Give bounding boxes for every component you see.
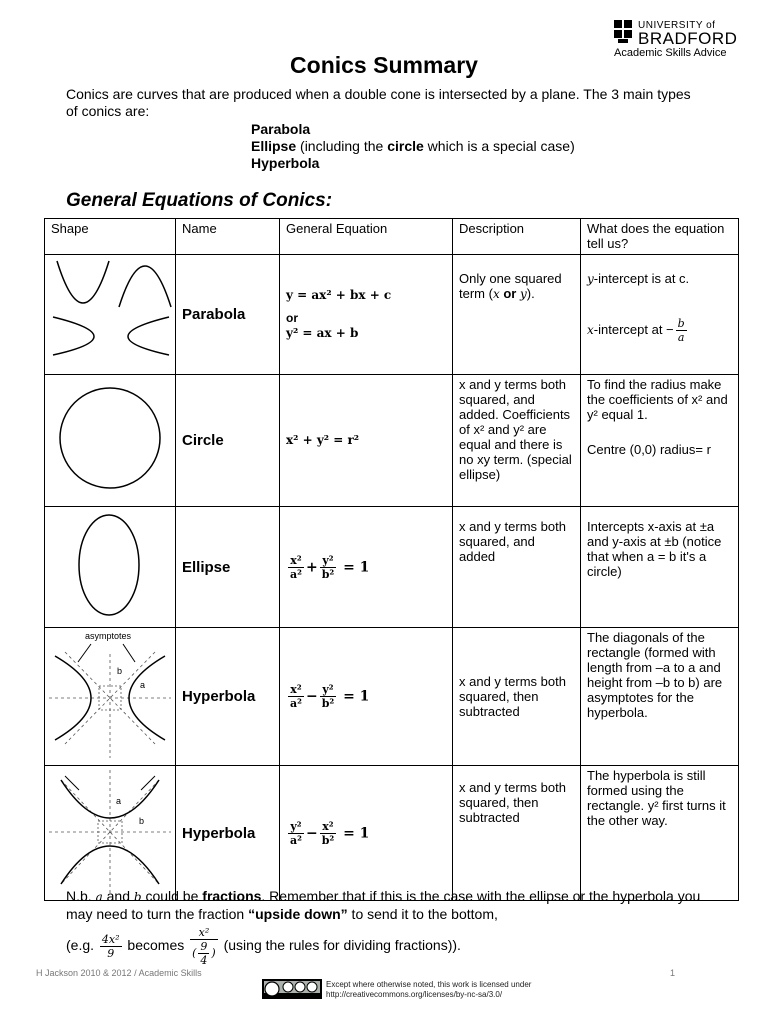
parabola-tell2-den: a [677, 331, 685, 344]
parabola-desc-a: Only one squared term ( [459, 271, 562, 301]
page-number: 1 [670, 968, 676, 978]
parabola-diagram [45, 255, 175, 371]
note-eg-den: 9 [107, 947, 115, 960]
parabola-name: Parabola [176, 255, 280, 375]
note-becomes: becomes [123, 937, 189, 954]
table-row-hyperbola-1 [45, 628, 739, 766]
page-title: Conics Summary [290, 52, 478, 78]
ellipse-eq-n2: y² [320, 554, 337, 568]
hyperbola2-eq-d1: a² [290, 833, 302, 847]
license-line-1: Except where otherwise noted, this work is licensed under [326, 980, 532, 989]
university-crest-icon [614, 20, 634, 44]
hyperbola2-name: Hyperbola [176, 766, 280, 901]
hyperbola1-diagram [45, 628, 175, 762]
footer-author: H Jackson 2010 & 2012 / Academic Skills [36, 968, 202, 978]
table-row-circle [45, 375, 739, 507]
hyperbola2-label-a: a [116, 796, 122, 806]
header-name: Name [176, 219, 280, 255]
ellipse-eq-d2: b² [321, 567, 335, 581]
parabola-or: or [286, 311, 298, 325]
hyperbola1-eq-n1: x² [288, 683, 304, 697]
logo-subtitle: Academic Skills Advice [614, 47, 727, 59]
table-row-ellipse [45, 507, 739, 628]
ellipse-eq-op: + [305, 559, 318, 575]
parabola-desc-y: y [519, 287, 527, 301]
hyperbola2-equation [280, 766, 453, 901]
hyperbola1-label-a: a [140, 680, 146, 690]
note-eg2-den-d: 4 [200, 954, 208, 967]
note-var-b: b [133, 890, 142, 904]
hyperbola1-description: x and y terms both squared, then subtracted [453, 628, 581, 766]
note-line1-b: could be [141, 888, 203, 904]
hyperbola1-eq-rhs: = 1 [343, 688, 370, 705]
conics-table [44, 218, 739, 901]
parabola-tell2: -intercept at − [593, 321, 674, 337]
intro-text: Conics are curves that are produced when a double cone is intersected by a plane. The 3 main types of conics are: [66, 86, 691, 119]
hyperbola2-tell: The hyperbola is still formed using the rectangle. y² first turns it the other way. [581, 766, 739, 901]
header-tell: What does the equation tell us? [581, 219, 739, 255]
logo-university-text: UNIVERSITY of [638, 20, 716, 31]
type-circle: circle [387, 138, 424, 154]
note-and: and [102, 888, 134, 904]
ellipse-shape-cell [45, 507, 176, 628]
hyperbola1-eq-d2: b² [321, 697, 335, 710]
ellipse-diagram [45, 507, 175, 624]
table-row-parabola [45, 255, 739, 375]
license-text [326, 980, 531, 1000]
hyperbola1-eq-n2: y² [320, 683, 337, 697]
type-parabola: Parabola [251, 121, 311, 137]
parabola-eq2: y² = ax + b [286, 326, 359, 340]
circle-equation: x² + y² = r² [280, 375, 453, 507]
note-eg-num: 4x² [101, 933, 120, 946]
ellipse-equation [280, 507, 453, 628]
hyperbola1-label-b: b [117, 666, 123, 676]
type-ellipse-note-b: which is a special case) [423, 138, 575, 154]
hyperbola2-eq-op: − [305, 825, 318, 841]
note-eg2-den-n: 9 [200, 940, 208, 953]
circle-tell2: Centre (0,0) radius= r [587, 442, 711, 457]
parabola-description [453, 255, 581, 375]
type-hyperbola: Hyperbola [251, 155, 320, 171]
hyperbola1-shape-cell [45, 628, 176, 766]
fractions-note: N.b. a and b could be fractions. Remember that if this is the case with the ellipse or the hyperbola you may need to turn the fraction “upside down” to send it to the bottom, (e.g. $\frac{\text{4x²}}{9}$ becomes x² ( $\frac{9}{4}$ ) (using the rules for dividing fractions)). [66, 888, 701, 967]
note-eg2-num: x² [190, 926, 218, 940]
note-fractions: fractions [202, 888, 262, 904]
circle-tell1: To find the radius make the coefficients of x² and y² equal 1. [587, 377, 728, 422]
hyperbola2-eq-rhs: = 1 [343, 825, 370, 841]
conic-types-list [251, 121, 575, 172]
table-header-row [45, 219, 739, 255]
parabola-eq1: y = ax² + bx + c [286, 288, 392, 302]
parabola-desc-or: or [499, 286, 520, 301]
hyperbola2-eq-n1: y² [288, 820, 304, 834]
section-title: General Equations of Conics: [66, 190, 333, 211]
hyperbola2-label-b: b [139, 816, 145, 826]
ellipse-eq-rhs: = 1 [343, 559, 370, 575]
hyperbola2-shape-cell [45, 766, 176, 901]
note-var-a: a [95, 890, 103, 904]
note-line1-d: to send it to the bottom, [347, 906, 498, 922]
hyperbola1-tell: The diagonals of the rectangle (formed with length from –a to a and height from –b to b) are asymptotes for the hyperbola. [581, 628, 739, 766]
type-ellipse-note-a: (including the [296, 138, 388, 154]
hyperbola1-eq-d1: a² [290, 697, 302, 710]
circle-tell [581, 375, 739, 507]
creative-commons-badge-icon [262, 979, 322, 999]
parabola-tell2-var: x [587, 322, 594, 337]
note-eg: (e.g. [66, 937, 98, 954]
hyperbola2-description: x and y terms both squared, then subtracted [453, 766, 581, 901]
parabola-desc-x: x [492, 287, 500, 301]
note-tail: (using the rules for dividing fractions)). [219, 937, 461, 954]
parabola-tell1-var: y [587, 272, 594, 286]
license-line-2[interactable]: http://creativecommons.org/licenses/by-nc-sa/3.0/ [326, 990, 503, 999]
parabola-tell1: -intercept is at c. [593, 271, 690, 286]
parabola-shape-cell [45, 255, 176, 375]
logo-name-text: BRADFORD [638, 29, 738, 48]
parabola-tell [581, 255, 739, 375]
note-line1-c: . Remember that if this is the case with the ellipse or the hyperbola you may need to turn the fraction [66, 888, 701, 922]
ellipse-eq-n1: x² [288, 554, 304, 568]
header-shape: Shape [45, 219, 176, 255]
table-row-hyperbola-2 [45, 766, 739, 901]
ellipse-description: x and y terms both squared, and added [453, 507, 581, 628]
header-equation: General Equation [280, 219, 453, 255]
header-description: Description [453, 219, 581, 255]
parabola-equation-cell [280, 255, 453, 375]
circle-description: x and y terms both squared, and added. Coefficients of x² and y² are equal and there is no xy term. (special ellipse) [453, 375, 581, 507]
hyperbola2-eq-d2: b² [321, 833, 335, 847]
note-upside-down: “upside down” [248, 906, 348, 922]
ellipse-name: Ellipse [176, 507, 280, 628]
hyperbola2-eq-n2: x² [320, 820, 337, 834]
hyperbola1-name: Hyperbola [176, 628, 280, 766]
hyperbola1-label-asymptotes: asymptotes [85, 631, 132, 641]
circle-shape-cell [45, 375, 176, 507]
parabola-desc-b: ). [526, 286, 535, 301]
parabola-tell2-num: b [677, 317, 685, 330]
hyperbola1-equation [280, 628, 453, 766]
type-ellipse: Ellipse [251, 138, 297, 154]
circle-diagram [45, 375, 175, 503]
hyperbola2-diagram [45, 766, 175, 897]
hyperbola1-eq-op: − [305, 688, 318, 705]
circle-name: Circle [176, 375, 280, 507]
ellipse-tell: Intercepts x-axis at ±a and y-axis at ±b (notice that when a = b it's a circle) [581, 507, 739, 628]
ellipse-eq-d1: a² [290, 567, 302, 581]
note-line1-a: N.b. [66, 888, 96, 904]
